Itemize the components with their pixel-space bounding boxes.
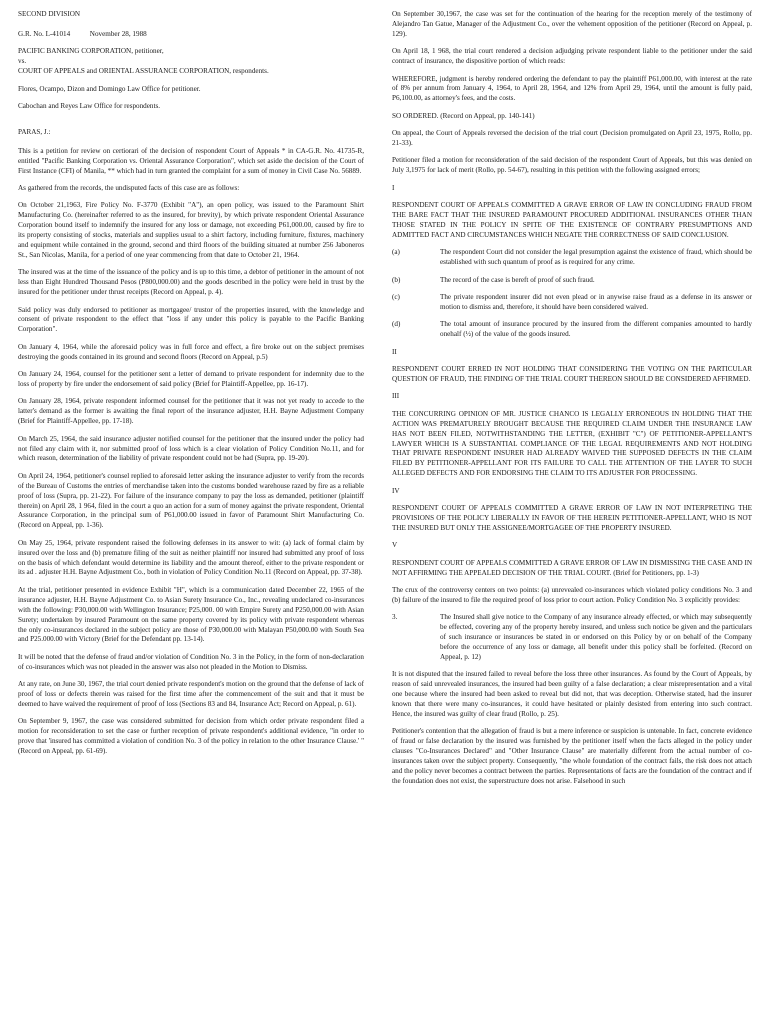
error-number: II <box>392 347 397 356</box>
error-number: IV <box>392 486 400 495</box>
paragraph: On April 24, 1964, petitioner's counsel replied to aforesaid letter asking the insurance adjuster to verify from the records of the Bureau of Customs the entries of merchandise taken into the customs bonded warehouse razed by fire as a reliable proof of loss (Supra, pp. 21-22). For failure of the insurance company to pay the loss as demanded, petitioner (plaintiff therein) on April 28, 1 964, filed in the court a quo an action for a sum of money against the private respondent, Oriental Assurance Corporation, in the principal sum of P61,000.00 issued in favor of Paramount Shirt Manufacturing Co. (Record on Appeal, pp. 1-36). <box>18 471 364 530</box>
dispositive-portion: WHEREFORE, judgment is hereby rendered ordering the defendant to pay the plaintiff P61,000.00, with interest at the rate of 8% per annum from January 4, 1964, to April 28, 1964, and 12% from April 29, 1964, until the amount is fully paid, P6,100.00, as attorney's fees, and the costs. <box>392 74 752 103</box>
right-column <box>392 10 752 1018</box>
sub-item-text: The private respondent insurer did not even plead or in anywise raise fraud as a defense in its answer or motion to dismiss and, therefore, it should have been considered waived. <box>440 293 752 311</box>
sub-item-text: The record of the case is bereft of proof of such fraud. <box>440 275 595 284</box>
paragraph: As gathered from the records, the undisputed facts of this case are as follows: <box>18 183 240 192</box>
error-number: III <box>392 392 400 401</box>
error-number: I <box>392 183 395 192</box>
petitioner-counsel: Flores, Ocampo, Dizon and Domingo Law Office for petitioner. <box>18 84 201 93</box>
paragraph: It will be noted that the defense of fraud and/or violation of Condition No. 3 in the Policy, in the form of non-declaration of co-insurances which was not pleaded in the answer was also not pleaded in the Motion to Dismiss. <box>18 652 364 671</box>
paragraph: On January 4, 1964, while the aforesaid policy was in full force and effect, a fire broke out on the subject premises destroying the goods contained in its ground and second floors (Record on Appeal, p.5) <box>18 342 364 361</box>
paragraph: On January 28, 1964, private respondent informed counsel for the petitioner that it was not yet ready to accede to the latter's demand as the former is awaiting the final report of the insurance adjuster, H.H. Bayne Adjustment Company (Brief for Plaintiff-Appellee, pp. 17-18). <box>18 397 364 426</box>
paragraph: It is not disputed that the insured failed to reveal before the loss three other insurances. As found by the Court of Appeals, by reason of said unrevealed insurances, the insured had been guilty of a false declaration; a clear misrepresentation and a vital one because where the insured had been asked to reveal but did not, that was deception. Otherwise stated, had the insurer known that there were many co-insurances, it could have hesitated or plainly desisted from entering into such contract. Hence, the insured was guilty of clear fraud (Rollo, p. 25). <box>392 670 752 718</box>
division-heading: SECOND DIVISION <box>18 10 81 18</box>
paragraph: Petitioner filed a motion for reconsideration of the said decision of the respondent Court of Appeals, but this was denied on July 3,1975 for lack of merit (Rollo, pp. 54-67), resulting in this petition with the following assigned errors; <box>392 156 752 175</box>
respondents-counsel: Cabochan and Reyes Law Office for respondents. <box>18 101 161 110</box>
paragraph: On March 25, 1964, the said insurance adjuster notified counsel for the petitioner that the insured under the policy had not filed any claim with it, nor submitted proof of loss which is a clear violation of Policy Condition No.11, and for which reason, determination of the liability of private respondent could not be had (Supra, pp. 19-20). <box>18 434 364 463</box>
sub-item-label: (d) <box>392 320 401 329</box>
versus-line: vs. <box>18 57 27 66</box>
paragraph: On appeal, the Court of Appeals reversed the decision of the trial court (Decision promulgated on April 23, 1975, Rollo, pp. 21-33). <box>392 129 752 148</box>
petitioner-line: PACIFIC BANKING CORPORATION, petitioner, <box>18 47 164 56</box>
sub-item-label: (b) <box>392 275 401 284</box>
sub-item <box>392 276 752 286</box>
sub-item-label: (a) <box>392 248 400 257</box>
case-number: G.R. No. L-41014 November 28, 1988 <box>18 29 147 38</box>
condition-label: 3. <box>392 613 398 622</box>
assigned-error: RESPONDENT COURT OF APPEALS COMMITTED A GRAVE ERROR OF LAW IN NOT INTERPRETING THE PROVISIONS OF THE POLICY LIBERALLY IN FAVOR OF THE HEREIN PETITIONER-APPELLANT, WHO IS NOT THE INSURED BUT ONLY THE ASSIGNEE/MORTGAGEE OF THE PROPERTY INSURED. <box>392 504 752 532</box>
sub-item-text: The respondent Court did not consider the legal presumption against the existence of fraud, which should be established with such quantum of proof as is required for any crime. <box>440 248 752 267</box>
paragraph: At the trial, petitioner presented in evidence Exhibit "H", which is a communication dated December 22, 1965 of the insurance adjuster, H.H. Bayne Adjustment Co. to Asian Surety Insurance Co., Inc., revealing undeclared co-insurances with the following: P30,000.00 with Wellington Insurance; P25,000. 00 with Empire Surety and P250,000.00 with Asian Surety; undertaken by insured Paramount on the same property covered by its policy with private respondent whereas the only co-insurances declared in the subject policy are those of P30,000.00 with Malayan P50,000.00 with South Sea and P25.000.00 with Victory (Brief for the Defendant pp. 13-14). <box>18 585 364 644</box>
paragraph: On September 30,1967, the case was set for the continuation of the hearing for the reception merely of the testimony of Alejandro Tan Gatue, Manager of the Adjustment Co., over the vehement opposition of the petitioner (Record on Appeal, p. 129). <box>392 10 752 38</box>
assigned-error: RESPONDENT COURT OF APPEALS COMMITTED A GRAVE ERROR OF LAW IN DISMISSING THE CASE AND IN NOT AFFIRMING THE APPEALED DECISION OF THE TRIAL COURT. (Brief for Petitioners, pp. 1-3) <box>392 558 752 577</box>
ponente: PARAS, J.: <box>18 127 51 136</box>
sub-item <box>392 293 752 313</box>
sub-item-label: (c) <box>392 293 400 302</box>
sub-item-text: The total amount of insurance procured by the insured from the different companies amounted to hardly onehalf (½) of the value of the goods insured. <box>440 320 752 339</box>
paragraph: Said policy was duly endorsed to petitioner as mortgagee/ trustor of the properties insured, with the knowledge and consent of private respondent to the effect that "loss if any under this policy is payable to the Pacific Banking Corporation". <box>18 305 364 334</box>
paragraph: On October 21,1963, Fire Policy No. F-3770 (Exhibit "A"), an open policy, was issued to the Paramount Shirt Manufacturing Co. (hereinafter referred to as the insured, for brevity), by which private respondent Oriental Assurance Corporation bound itself to indemnify the insured for any loss or damage, not exceeding P61,000.00, caused by fire to its property consisting of stocks, materials and supplies usual to a shirt factory, including furniture, fixtures, machinery and equipment while contained in the ground, second and third floors of the building situated at number 256 Jaboneros St., San Nicolas, Manila, for a period of one year commencing from that date to October 21, 1964. <box>18 201 364 259</box>
policy-condition <box>392 613 752 663</box>
paragraph: On April 18, 1 968, the trial court rendered a decision adjudging private respondent liable to the petitioner under the said contract of insurance, the dispositive portion of which reads: <box>392 47 752 66</box>
paragraph: The insured was at the time of the issuance of the policy and is up to this time, a debtor of petitioner in the amount of not less than Eight Hundred Thousand Pesos (P800,000.00) and the goods described in the policy were held in trust by the insured for the petitioner under thrust receipts (Record on Appeal, p. 4). <box>18 268 364 297</box>
so-ordered: SO ORDERED. (Record on Appeal, pp. 140-141) <box>392 111 535 120</box>
left-column <box>18 10 364 1018</box>
paragraph: The crux of the controversy centers on two points: (a) unrevealed co-insurances which violated policy conditions No. 3 and (b) failure of the insured to file the required proof of loss prior to court action. Policy Condition No. 3 explicitly provides: <box>392 585 752 604</box>
paragraph: Petitioner's contention that the allegation of fraud is but a mere inference or suspicion is untenable. In fact, concrete evidence of fraud or false declaration by the insured was furnished by the petitioner itself when the facts alleged in the policy under clauses "Co-Insurances Declared" and "Other Insurance Clause" are materially different from the actual number of co-insurances taken over the subject property. Consequently, "the whole foundation of the contract fails, the risk does not attach and the policy never becomes a contract between the parties. Representations of facts are the foundation of the contract and if the foundation does not exist, the superstructure does not arise. Falsehood in such <box>392 727 752 785</box>
respondents-line: COURT OF APPEALS and ORIENTAL ASSURANCE CORPORATION, respondents. <box>18 67 269 76</box>
assigned-error: RESPONDENT COURT ERRED IN NOT HOLDING THAT CONSIDERING THE VOTING ON THE PARTICULAR QUESTION OF FRAUD, THE FINDING OF THE TRIAL COURT THEREON SHOULD BE CONSIDERED AFFIRMED. <box>392 365 752 383</box>
assigned-error: THE CONCURRING OPINION OF MR. JUSTICE CHANCO IS LEGALLY ERRONEOUS IN HOLDING THAT THE ACTION WAS PREMATURELY BROUGHT BECAUSE THE REQUIRED CLAIM UNDER THE INSURANCE LAW HAS NOT BEEN FILED, NOTWITHSTANDING THE LETTER, (EXHIBIT "C") OF PETITIONER-APPELLANT'S LAWYER WHICH IS A SUBSTANTIAL COMPLIANCE OF THE LEGAL REQUIREMENTS AND NOT HOLDING THAT PRIVATE RESPONDENT INSURER HAD ALREADY WAIVED THE SUPPOSED DEFECTS IN THE CLAIM FILED BY PETITIONER-APPELLANT FOR ITS FAILURE TO CALL THE ATTENTION OF THE LAYER TO SUCH ALLEGED DEFECTS AND FOR ENDORSING THE CLAIM TO ITS ADJUSTER FOR PROCESSING. <box>392 409 752 478</box>
paragraph: On May 25, 1964, private respondent raised the following defenses in its answer to wit: (a) lack of formal claim by insured over the loss and (b) premature filing of the suit as neither plaintiff nor insured had submitted any proof of loss on the basis of which defendant would determine its liability and the amount thereof, either to the private respondent or its ad . adjuster H.H. Bayne Adjustment Co., both in violation of Policy Condition No.11 (Record on Appeal, pp. 37-38). <box>18 538 364 577</box>
paragraph: At any rate, on June 30, 1967, the trial court denied private respondent's motion on the ground that the defense of lack of proof of loss or defects therein was raised for the first time after the commencement of the suit and that it must be deemed to have waived the requirement of proof of loss (Sections 83 and 84, Insurance Act; Record on Appeal, p. 61). <box>18 680 364 708</box>
paragraph: On January 24, 1964, counsel for the petitioner sent a letter of demand to private respondent for indemnity due to the loss of property by fire under the endorsement of said policy (Brief for Plaintiff-Appellee, pp. 16-17). <box>18 370 364 388</box>
paragraph: This is a petition for review on certiorari of the decision of respondent Court of Appeals * in CA-G.R. No. 41735-R, entitled "Pacific Banking Corporation vs. Oriental Assurance Corporation", which set aside the decision of the Court of First Instance (CFI) of Manila, ** which had in turn granted the complaint for a sum of money in Civil Case No. 56889. <box>18 146 364 175</box>
condition-text: The Insured shall give notice to the Company of any insurance already effected, or which may subsequently be effected, covering any of the property hereby insured, and unless such notice be given and the particulars of such insurance or insurances be stated in or endorsed on this Policy by or on behalf of the Company before the occurrence of any loss or damage, all benefit under this policy shall be forfeited. (Record on Appeal, p. 12) <box>440 613 752 661</box>
sub-item <box>392 248 752 268</box>
error-number: V <box>392 541 398 550</box>
paragraph: On September 9, 1967, the case was considered submitted for decision from which order private respondent filed a motion for reconsideration to set the case or further reception of private respondent's additional evidence, "in order to prove that 'insured has committed a violation of condition No. 3 of the policy in relation to the other Insurance Clause.' " (Record on Appeal, pp. 61-69). <box>18 717 364 756</box>
sub-item <box>392 320 752 340</box>
assigned-error: RESPONDENT COURT OF APPEALS COMMITTED A GRAVE ERROR OF LAW IN CONCLUDING FRAUD FROM THE BARE FACT THAT THE INSURED PARAMOUNT PROCURED ADDITIONAL INSURANCES OTHER THAN THOSE STATED IN THE POLICY IN SPITE OF THE EXISTENCE OF CONTRARY PRESUMPTIONS AND ADMITTED FACT AND CIRCUMSTANCES WHICH NEGATE THE CORRECTNESS OF SAID CONCLUSION. <box>392 201 752 239</box>
